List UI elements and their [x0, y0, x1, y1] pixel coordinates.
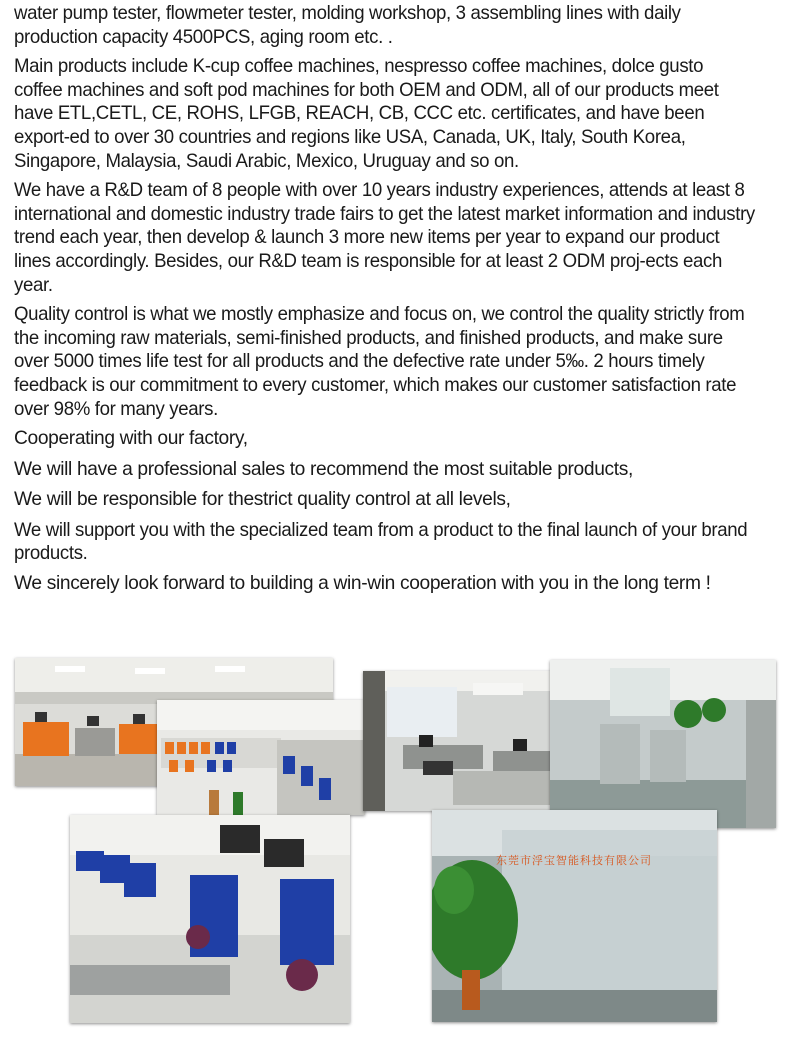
lobby-sign-text: 东莞市浮宝智能科技有限公司: [496, 854, 652, 867]
company-lobby-photo: [432, 810, 717, 1022]
company-description: [14, 2, 778, 603]
office-photo: [550, 660, 776, 828]
paragraph-products: Main products include K-cup coffee machines, nespresso coffee machines, dolce gusto coffee machines and soft pod machines for both OEM and ODM, all of our products meet have ETL,CETL, CE, ROHS, LFGB, REACH, CB, CCC etc. certificates, and have been export-ed to over 30 countries and regions like USA, Canada, UK, Italy, South Korea, Singapore, Malaysia, Saudi Arabic, Mexico, Uruguay and so on.: [14, 56, 719, 172]
cooperation-item: We will be responsible for thestrict quality control at all levels,: [14, 489, 511, 511]
cooperation-item: We will support you with the specialized team from a product to the final launch of your brand products.: [14, 519, 748, 565]
cooperation-item: We will have a professional sales to recommend the most suitable products,: [14, 458, 633, 480]
coffee-machine-testing-photo: [70, 815, 350, 1023]
paragraph-rnd: We have a R&D team of 8 people with over 10 years industry experiences, attends at least 8 international and domestic industry trade fairs to get the latest market information and industry trend each year, then develop & launch 3 more new items per year to expand our product lines accordingly. Besides, our R&D team is responsible for at least 2 ODM proj-ects each year.: [14, 180, 755, 296]
paragraph-quality: Quality control is what we mostly emphasize and focus on, we control the quality strictly from the incoming raw materials, semi-finished products, and finished products, and make sure over 5000 times life test for all products and the defective rate under 5‰. 2 hours timely feedback is our commitment to every customer, which makes our customer satisfaction rate over 98% for many years.: [14, 304, 745, 420]
cooperation-item: We sincerely look forward to building a win-win cooperation with you in the long term !: [14, 573, 711, 595]
paragraph-facilities: water pump tester, flowmeter tester, molding workshop, 3 assembling lines with daily production capacity 4500PCS, aging room etc. .: [14, 3, 681, 48]
testing-lab-photo: [157, 700, 365, 815]
cooperation-intro: Cooperating with our factory,: [14, 428, 248, 450]
